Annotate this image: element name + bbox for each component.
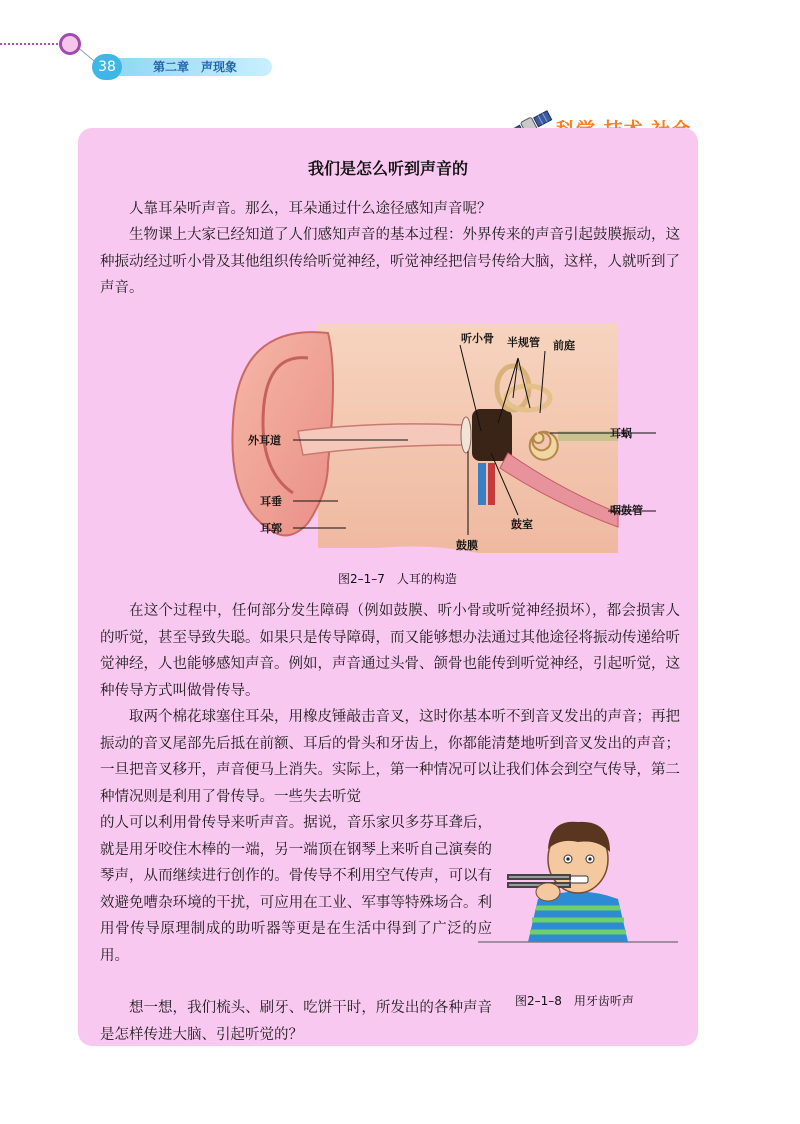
eardrum-shape — [461, 417, 471, 453]
header-connector-line — [78, 47, 95, 62]
label-eardrum: 鼓膜 — [456, 539, 478, 552]
paragraph-hearing-loss: 在这个过程中，任何部分发生障碍（例如鼓膜、听小骨或听觉神经损坏），都会损害人的听觉，甚至导致失聪。如果只是传导障碍，而又能够想办法通过其他途径将振动传递给听觉神经，人也能够感知声音。例如，声音通过头骨、颌骨也能传到听觉神经，引起听觉，这种传导方式叫做骨传导。 — [100, 603, 680, 699]
paragraph-intro: 人靠耳朵听声音。那么，耳朵通过什么途径感知声音呢？ — [129, 201, 492, 217]
article-panel — [78, 128, 698, 1046]
label-eustachian-tube: 咽鼓管 — [610, 504, 643, 517]
label-semicircular-canals: 半规管 — [507, 336, 540, 349]
paragraph-beethoven: 的人可以利用骨传导来听声音。据说，音乐家贝多芬耳聋后，就是用牙咬住木棒的一端，另一端顶在钢琴上来听自己演奏的琴声，从而继续进行创作的。骨传导不利用空气传声，可以有效避免嘈杂环境的干扰，可应用在工业、军事等特殊场合。利用骨传导原理制成的助听器等更是在生活中得到了广泛的应用。 — [100, 815, 492, 964]
boy-teeth-listening-figure — [478, 804, 678, 984]
header-ring-icon — [59, 33, 81, 55]
figure-caption-teeth: 图2–1–8 用牙齿听声 — [515, 994, 634, 1008]
figure-caption-ear: 图2–1–7 人耳的构造 — [338, 572, 457, 586]
label-ear-canal: 外耳道 — [248, 434, 281, 447]
label-ossicles: 听小骨 — [461, 332, 494, 345]
label-vestibule: 前庭 — [553, 339, 575, 352]
label-earlobe: 耳垂 — [260, 495, 282, 508]
page-number: 38 — [92, 54, 122, 80]
chapter-title: 第二章 声现象 — [153, 60, 238, 74]
ear-structure-figure — [178, 313, 643, 563]
paragraph-experiment: 取两个棉花球塞住耳朵，用橡皮锤敲击音叉，这时你基本听不到音叉发出的声音；再把振动的音叉尾部先后抵在前额、耳后的骨头和牙齿上，你都能清楚地听到音叉发出的声音；一旦把音叉移开，声音便马上消失。实际上，第一种情况可以让我们体会到空气传导，第二种情况则是利用了骨传导。一些失去听觉 — [100, 709, 680, 805]
article-title: 我们是怎么听到声音的 — [307, 159, 468, 178]
header-dotted-line — [0, 43, 62, 45]
label-tympanic-cavity: 鼓室 — [511, 518, 533, 531]
paragraph-process: 生物课上大家已经知道了人们感知声音的基本过程：外界传来的声音引起鼓膜振动，这种振动经过听小骨及其他组织传给听觉神经，听觉神经把信号传给大脑，这样，人就听到了声音。 — [100, 227, 680, 296]
label-auricle: 耳郭 — [260, 522, 282, 535]
label-cochlea: 耳蜗 — [610, 427, 632, 440]
paragraph-think: 想一想，我们梳头、刷牙、吃饼干时，所发出的各种声音是怎样传进大脑、引起听觉的？ — [100, 1000, 492, 1043]
